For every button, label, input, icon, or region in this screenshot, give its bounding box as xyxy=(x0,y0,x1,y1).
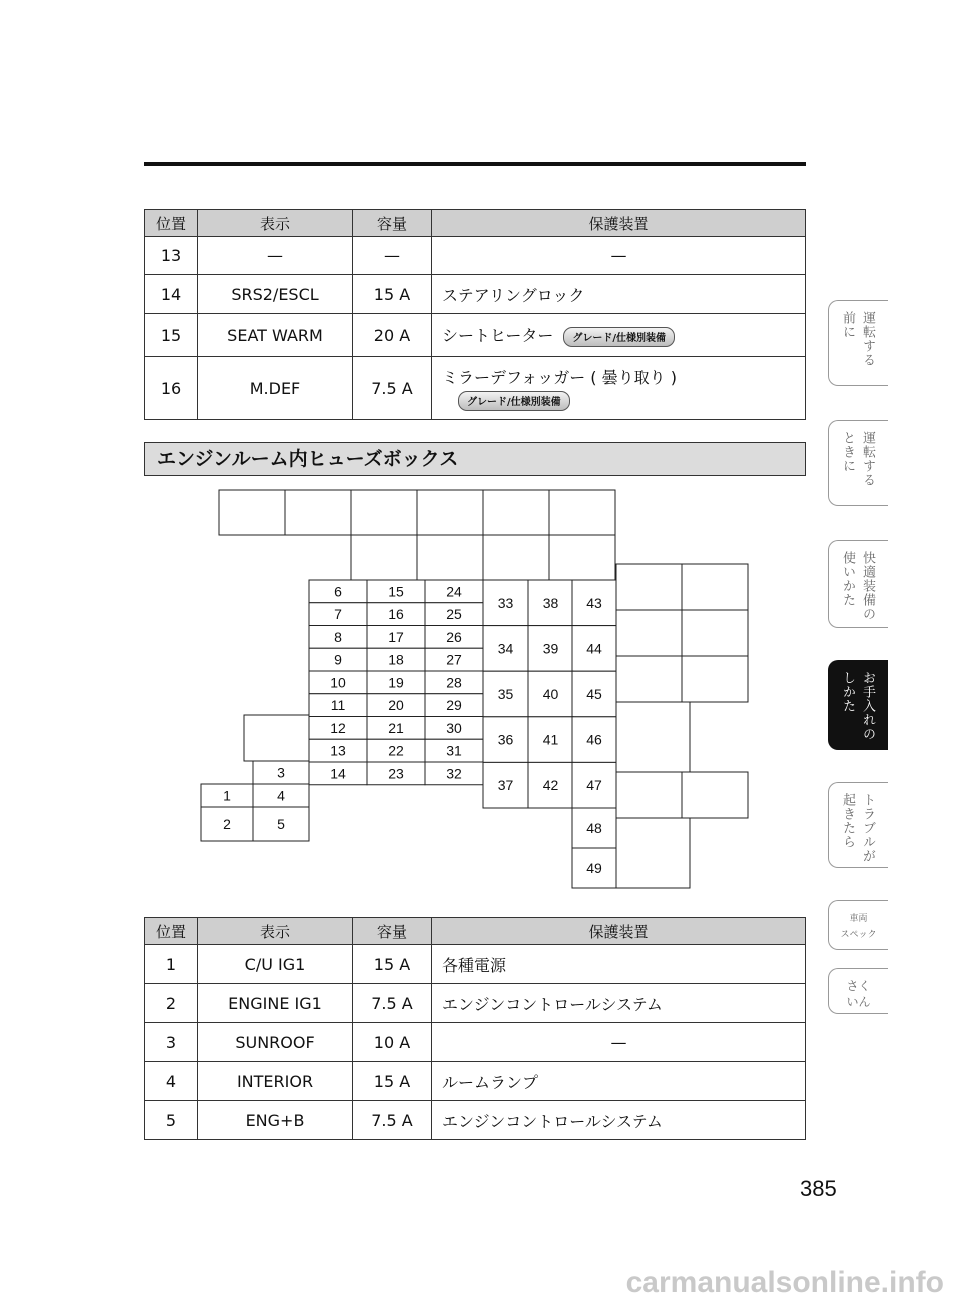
fuse-number-label: 48 xyxy=(586,820,602,836)
fuse-number-label: 33 xyxy=(497,594,514,611)
fuse-number-label: 31 xyxy=(446,742,462,759)
section-title: エンジンルーム内ヒューズボックス xyxy=(144,442,806,476)
fuse-position: 13 xyxy=(145,237,198,275)
fuse-number-label: 37 xyxy=(497,777,514,794)
fuse-slot-blank xyxy=(483,490,549,535)
fuse-number-label: 23 xyxy=(388,765,404,782)
fuse-number-label: 21 xyxy=(388,719,404,736)
fuse-number-label: 39 xyxy=(542,640,559,657)
fuse-number-label: 18 xyxy=(388,651,404,668)
fuse-number-label: 4 xyxy=(277,787,285,804)
fuse-position: 2 xyxy=(145,984,198,1023)
fuse-capacity: 15 A xyxy=(353,1062,432,1101)
fuse-label: ENGINE IG1 xyxy=(198,984,353,1023)
header-protected-device: 保護装置 xyxy=(432,210,806,237)
fuse-label: ENG+B xyxy=(198,1101,353,1140)
tab-label: お手入れの xyxy=(860,671,875,741)
fuse-device: ミラーデフォッガー ( 曇り取り ) xyxy=(442,367,677,387)
fuse-number-label: 26 xyxy=(446,628,462,645)
fuse-label: C/U IG1 xyxy=(198,945,353,984)
fuse-label: SUNROOF xyxy=(198,1023,353,1062)
fuse-slot-blank xyxy=(616,564,682,610)
table-row xyxy=(145,1023,806,1062)
fuse-number-label: 24 xyxy=(446,583,462,600)
tab-label: 前に xyxy=(840,311,855,339)
fuse-slot-blank xyxy=(549,535,615,580)
fuse-number-label: 47 xyxy=(586,777,602,794)
fuse-slot-blank xyxy=(616,702,690,772)
tab-label: スペック xyxy=(840,930,877,940)
fuse-number-label: 11 xyxy=(330,697,346,714)
fuse-number-label: 28 xyxy=(446,674,462,691)
tab-comfort-equipment[interactable] xyxy=(828,540,888,628)
fuse-number-label: 27 xyxy=(446,651,462,668)
fuse-position: 5 xyxy=(145,1101,198,1140)
fuse-number-label: 42 xyxy=(542,777,559,794)
fuse-position: 14 xyxy=(145,275,198,314)
fuse-number-label: 40 xyxy=(542,686,559,702)
fuse-slot-blank xyxy=(616,818,690,888)
fuse-number-label: 49 xyxy=(586,860,602,876)
fuse-number-label: 10 xyxy=(330,674,346,691)
fuse-number-label: 8 xyxy=(334,628,342,645)
fuse-label: M.DEF xyxy=(198,357,353,420)
fuse-slot-blank xyxy=(285,490,351,535)
fuse-capacity: 15 A xyxy=(353,945,432,984)
tab-label: ときに xyxy=(840,431,855,473)
fuse-number-label: 46 xyxy=(586,731,602,748)
fuse-number-label: 19 xyxy=(388,674,404,691)
fuse-slot-blank xyxy=(219,490,285,535)
fuse-slot-blank xyxy=(682,564,748,610)
header-capacity: 容量 xyxy=(353,210,432,237)
table-row xyxy=(145,1101,806,1140)
fuse-number-label: 16 xyxy=(388,606,404,623)
fuse-number-label: 41 xyxy=(542,731,559,748)
tab-label: しかた xyxy=(840,671,855,713)
fuse-slot-blank xyxy=(483,535,549,580)
tab-label: トラブルが xyxy=(860,793,875,863)
fuse-device: エンジンコントロールシステム xyxy=(432,984,806,1023)
fuse-label: INTERIOR xyxy=(198,1062,353,1101)
header-label: 表示 xyxy=(198,918,353,945)
fuse-position: 16 xyxy=(145,357,198,420)
fuse-capacity: 10 A xyxy=(353,1023,432,1062)
fuse-capacity: 15 A xyxy=(353,275,432,314)
fuse-number-label: 17 xyxy=(388,628,404,645)
tab-label: いん xyxy=(846,995,871,1009)
fuse-slot-blank xyxy=(616,610,682,656)
fuse-capacity: 7.5 A xyxy=(353,1101,432,1140)
fuse-slot-blank xyxy=(682,772,748,818)
header-position: 位置 xyxy=(145,918,198,945)
fuse-capacity: — xyxy=(353,237,432,275)
fuse-position: 4 xyxy=(145,1062,198,1101)
fuse-device: シートヒーター xyxy=(442,326,554,346)
fuse-number-label: 38 xyxy=(542,594,559,611)
fuse-slot-blank xyxy=(616,772,682,818)
fuse-position: 1 xyxy=(145,945,198,984)
fuse-number-label: 9 xyxy=(334,651,342,668)
fuse-device: — xyxy=(432,1023,806,1062)
tab-troubleshooting[interactable] xyxy=(828,782,888,868)
fuse-number-label: 12 xyxy=(330,719,346,736)
fuse-slot-blank xyxy=(616,656,682,702)
tab-label: 運転する xyxy=(860,431,875,487)
fuse-number-label: 34 xyxy=(497,640,514,657)
header-label: 表示 xyxy=(198,210,353,237)
fuse-number-label: 35 xyxy=(497,686,514,702)
fuse-number-label: 3 xyxy=(277,764,285,781)
header-capacity: 容量 xyxy=(353,918,432,945)
fuse-number-label: 7 xyxy=(334,606,342,623)
fuse-number-label: 1 xyxy=(223,787,231,804)
fuse-number-label: 30 xyxy=(446,719,462,736)
tab-before-driving[interactable] xyxy=(828,300,888,386)
fuse-device: エンジンコントロールシステム xyxy=(432,1101,806,1140)
fuse-label: — xyxy=(198,237,353,275)
fuse-slot-blank xyxy=(351,490,417,535)
watermark-text: carmanualsonline.info xyxy=(625,1266,944,1299)
tab-label: 運転する xyxy=(860,311,875,367)
fuse-number-label: 2 xyxy=(223,816,231,832)
fuse-number-label: 32 xyxy=(446,765,462,782)
fuse-number-label: 22 xyxy=(388,742,404,759)
fuse-number-label: 13 xyxy=(330,742,346,759)
page-number: 385 xyxy=(800,1176,837,1201)
table-row xyxy=(145,945,806,984)
fuse-number-label: 43 xyxy=(586,594,602,611)
fuse-device: — xyxy=(432,237,806,275)
fuse-device: ステアリングロック xyxy=(432,275,806,314)
fuse-number-label: 14 xyxy=(330,765,346,782)
fuse-number-label: 6 xyxy=(334,583,342,600)
tab-label: 使いかた xyxy=(840,551,855,607)
fuse-number-label: 36 xyxy=(497,731,514,748)
header-position: 位置 xyxy=(145,210,198,237)
fuse-slot-blank xyxy=(244,715,309,761)
tab-label: 起きたら xyxy=(840,793,855,849)
fuse-capacity: 20 A xyxy=(353,314,432,357)
fuse-slot-blank xyxy=(351,535,417,580)
fuse-number-label: 29 xyxy=(446,697,462,714)
fuse-number-label: 20 xyxy=(388,697,404,714)
table-row xyxy=(145,984,806,1023)
fuse-number-label: 15 xyxy=(388,583,404,600)
fuse-slot-blank xyxy=(417,490,483,535)
grade-spec-badge: グレード/仕様別装備 xyxy=(458,391,570,411)
table-row xyxy=(145,1062,806,1101)
header-protected-device: 保護装置 xyxy=(432,918,806,945)
fuse-number-label: 25 xyxy=(446,606,462,623)
fuse-label: SRS2/ESCL xyxy=(198,275,353,314)
fuse-number-label: 5 xyxy=(277,816,285,832)
fuse-slot-blank xyxy=(682,610,748,656)
fuse-number-label: 45 xyxy=(586,686,602,702)
fuse-slot-blank xyxy=(682,656,748,702)
tab-label: 快適装備の xyxy=(860,551,875,621)
fuse-position: 15 xyxy=(145,314,198,357)
tab-label: 車両 xyxy=(849,914,868,924)
fuse-label: SEAT WARM xyxy=(198,314,353,357)
tab-while-driving[interactable] xyxy=(828,420,888,506)
fuse-capacity: 7.5 A xyxy=(353,357,432,420)
tab-index[interactable] xyxy=(828,968,888,1014)
fuse-slot-blank xyxy=(417,535,483,580)
fuse-device: ルームランプ xyxy=(432,1062,806,1101)
fuse-position: 3 xyxy=(145,1023,198,1062)
grade-spec-badge: グレード/仕様別装備 xyxy=(563,327,675,347)
tab-maintenance[interactable] xyxy=(828,660,888,750)
fuse-number-label: 44 xyxy=(586,640,602,657)
tab-vehicle-specs[interactable] xyxy=(828,900,888,950)
fuse-slot-blank xyxy=(549,490,615,535)
tab-label: さく xyxy=(846,979,871,993)
fuse-device: 各種電源 xyxy=(432,945,806,984)
fuse-table-lower xyxy=(144,917,806,1140)
fuse-capacity: 7.5 A xyxy=(353,984,432,1023)
